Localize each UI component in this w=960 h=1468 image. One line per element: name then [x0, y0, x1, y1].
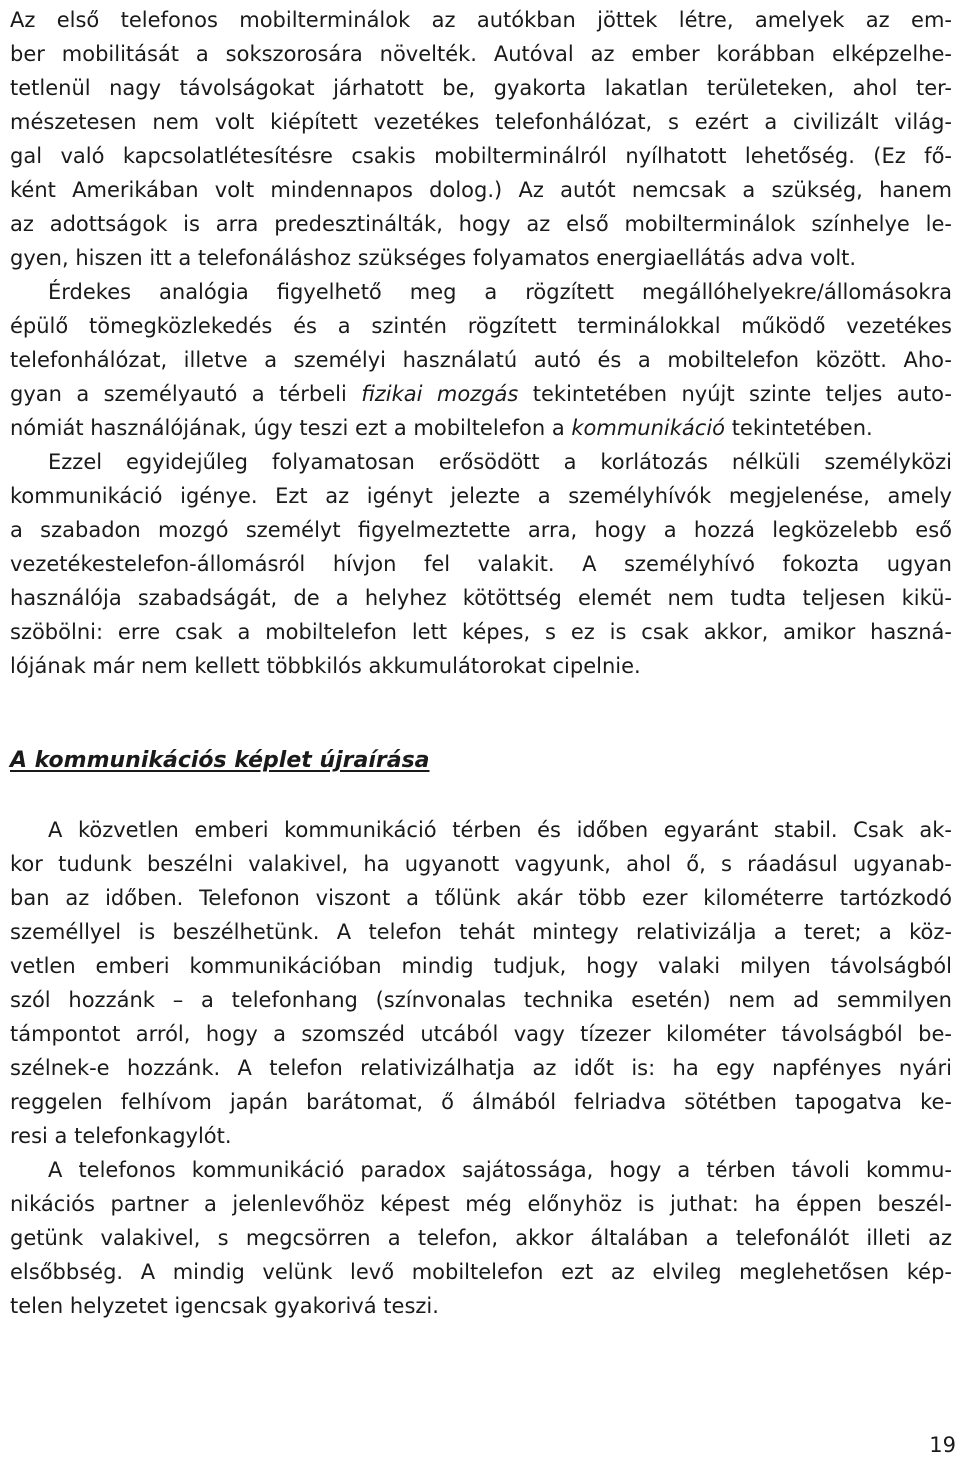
text-line: lójának már nem kellett többkilós akkumulátorokat cipelnie.: [10, 654, 641, 678]
text-line: telen helyzetet igencsak gyakorivá teszi.: [10, 1294, 439, 1318]
text-line: [10, 411, 952, 445]
text-line: [10, 377, 952, 411]
text-line: getünk valakivel, s megcsörren a telefon, akkor általában a telefonálót illeti az: [10, 1226, 952, 1250]
text-line: az adottságok is arra predesztinálták, hogy az első mobilterminálok színhelye le-: [10, 212, 952, 236]
text-line: gyen, hiszen itt a telefonáláshoz szükséges folyamatos energiaellátás adva volt.: [10, 246, 857, 270]
emphasis-text: kommunikáció: [571, 416, 726, 440]
text-line: szélnek-e hozzánk. A telefon relativizálhatja az időt is: ha egy napfényes nyári: [10, 1056, 952, 1080]
text-line: épülő tömegközlekedés és a szintén rögzített terminálokkal működő vezetékes: [10, 314, 952, 338]
text-line: személlyel is beszélhetünk. A telefon tehát mintegy relativizálja a teret; a köz-: [10, 920, 952, 944]
text-line: támpontot arról, hogy a szomszéd utcából vagy tízezer kilométer távolságból be-: [10, 1022, 952, 1046]
text-line: kor tudunk beszélni valakivel, ha ugyanott vagyunk, ahol ő, s ráadásul ugyanab-: [10, 852, 952, 876]
text-line: ban az időben. Telefonon viszont a tőlünk akár több ezer kilométerre tartózkodó: [10, 886, 952, 910]
text-segment: tekintetében.: [725, 416, 873, 440]
text-line: vetlen emberi kommunikációban mindig tudjuk, hogy valaki milyen távolságból: [10, 954, 952, 978]
text-segment: nómiát használójának, úgy teszi ezt a mobiltelefon a: [10, 416, 572, 440]
text-line: elsőbbség. A mindig velünk levő mobiltelefon ezt az elvileg meglehetősen kép-: [10, 1260, 952, 1284]
text-line: tetlenül nagy távolságokat járhatott be, gyakorta lakatlan területeken, ahol ter-: [10, 76, 952, 100]
text-line: Az első telefonos mobilterminálok az autókban jöttek létre, amelyek az em-: [10, 8, 952, 32]
text-line: nikációs partner a jelenlevőhöz képest még előnyhöz is juthat: ha éppen beszél-: [10, 1192, 952, 1216]
text-line: gal való kapcsolatlétesítésre csakis mobilterminálról nyílhatott lehetőség. (Ez fő-: [10, 144, 952, 168]
text-line: ként Amerikában volt mindennapos dolog.) Az autót nemcsak a szükség, hanem: [10, 178, 952, 202]
text-line: kommunikáció igénye. Ezt az igényt jelezte a személyhívók megjelenése, amely: [10, 484, 952, 508]
emphasis-text: fizikai mozgás: [361, 382, 519, 406]
text-line: A telefonos kommunikáció paradox sajátossága, hogy a térben távoli kommu-: [48, 1158, 952, 1182]
text-line: mészetesen nem volt kiépített vezetékes telefonhálózat, s ezért a civilizált világ-: [10, 110, 952, 134]
text-line: szöbölni: erre csak a mobiltelefon lett képes, s ez is csak akkor, amikor haszná-: [10, 620, 952, 644]
text-line: vezetékestelefon-állomásról hívjon fel valakit. A személyhívó fokozta ugyan: [10, 552, 952, 576]
text-line: Érdekes analógia figyelhető meg a rögzített megállóhelyekre/állomásokra: [48, 280, 952, 304]
text-segment: tekintetében nyújt szinte teljes auto-: [518, 382, 952, 406]
text-line: ber mobilitását a sokszorosára növelték. Autóval az ember korábban elképzelhe-: [10, 42, 952, 66]
text-line: a szabadon mozgó személyt figyelmeztette arra, hogy a hozzá legközelebb eső: [10, 518, 952, 542]
text-line: szól hozzánk – a telefonhang (színvonalas technika esetén) nem ad semmilyen: [10, 988, 952, 1012]
text-line: Ezzel egyidejűleg folyamatosan erősödött a korlátozás nélküli személyközi: [48, 450, 952, 474]
text-line: reggelen felhívom japán barátomat, ő álmából felriadva sötétben tapogatva ke-: [10, 1090, 952, 1114]
section-heading: A kommunikációs képlet újraírása: [10, 748, 430, 773]
text-line: telefonhálózat, illetve a személyi használatú autó és a mobiltelefon között. Aho-: [10, 348, 952, 372]
text-line: használója szabadságát, de a helyhez kötöttség elemét nem tudta teljesen kikü-: [10, 586, 952, 610]
text-line: A közvetlen emberi kommunikáció térben és időben egyaránt stabil. Csak ak-: [48, 818, 952, 842]
text-segment: gyan a személyautó a térbeli: [10, 382, 362, 406]
page-number: 19: [929, 1433, 956, 1457]
text-line: resi a telefonkagylót.: [10, 1124, 232, 1148]
